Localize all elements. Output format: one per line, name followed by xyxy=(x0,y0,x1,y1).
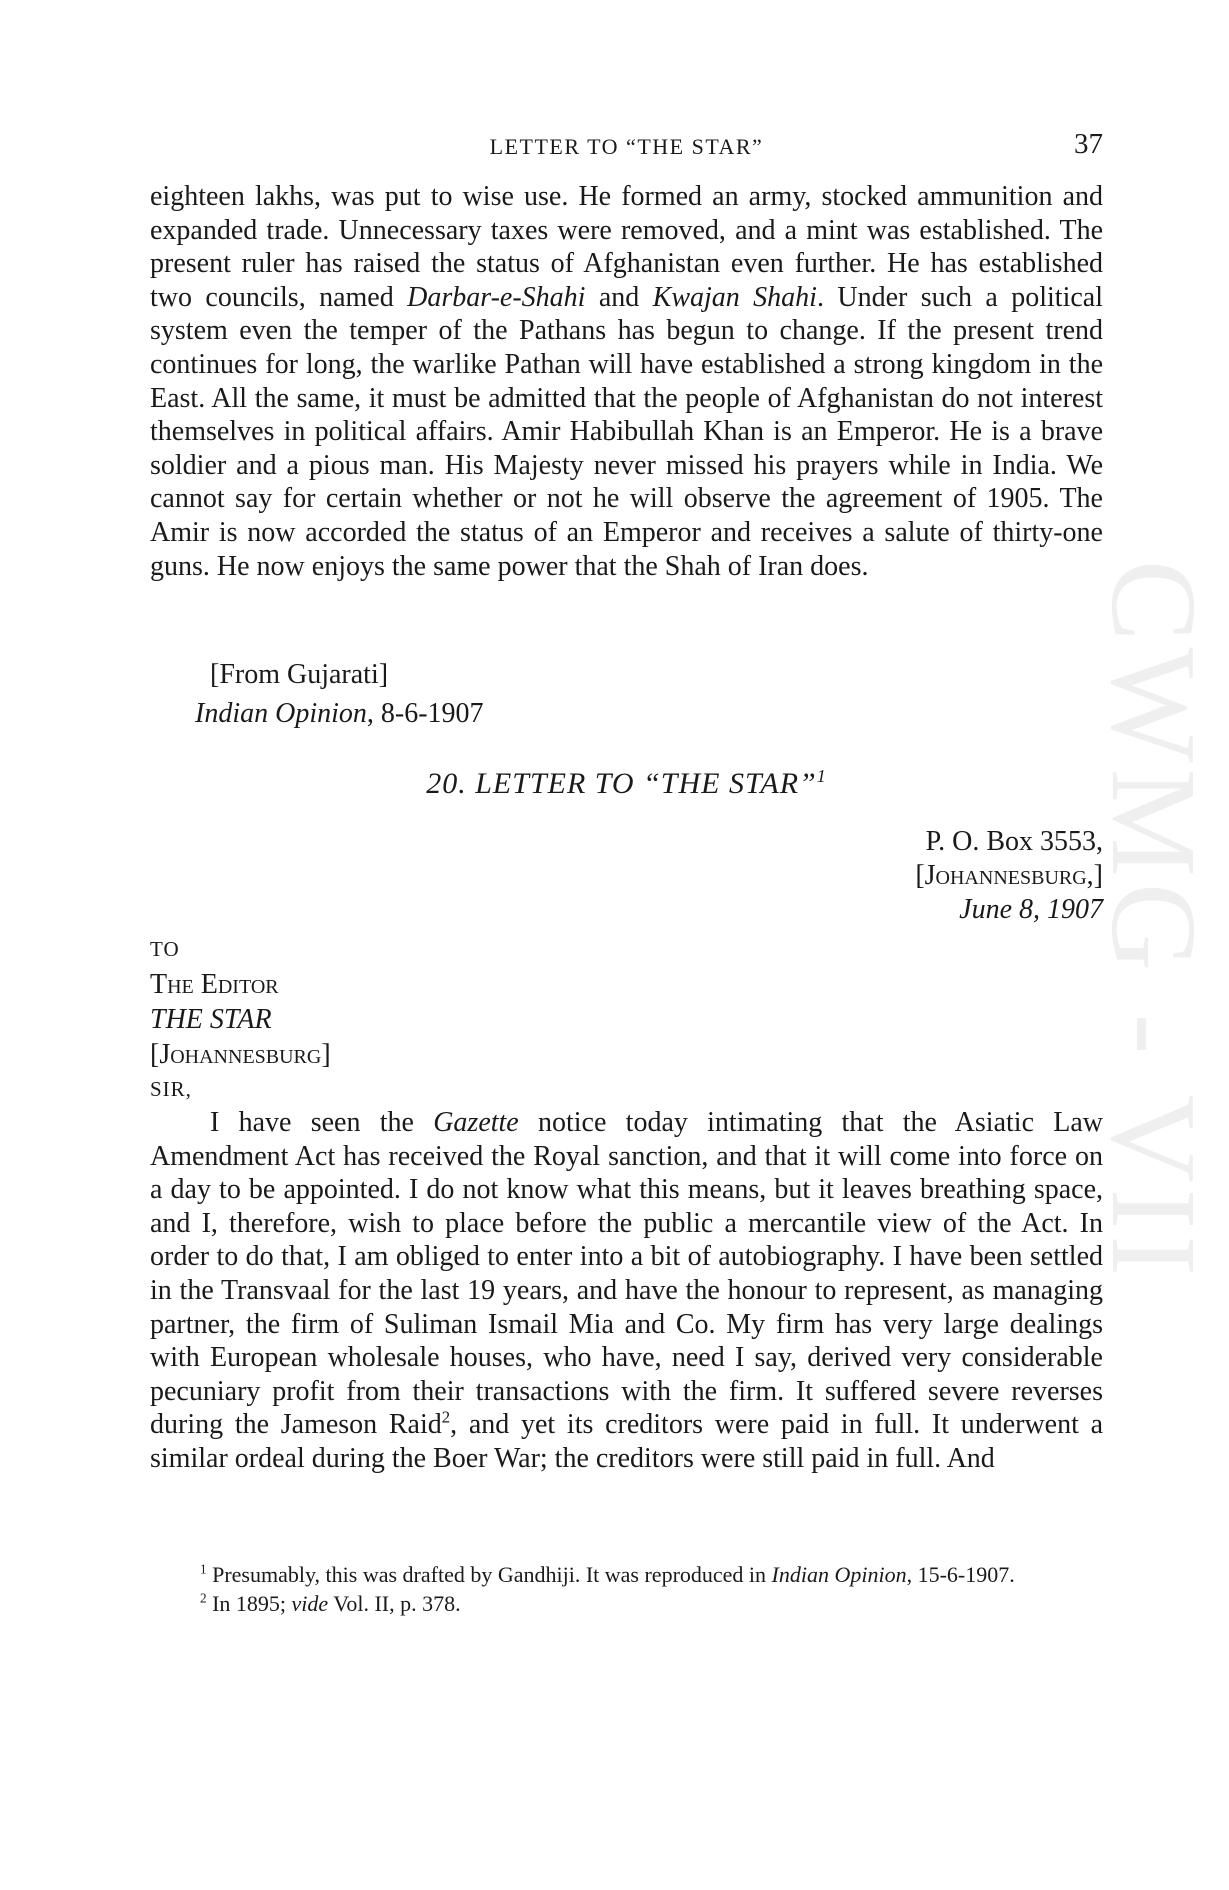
document-heading xyxy=(150,767,1103,801)
addressee-block xyxy=(150,932,331,1107)
address-city: [Johannesburg,] xyxy=(915,860,1103,891)
addressee-editor: The Editor xyxy=(150,969,279,1000)
footnote-text: , 15-6-1907. xyxy=(906,1562,1015,1587)
footnote-italic: vide xyxy=(291,1591,329,1616)
text-run: . Under such a political system even the temper of the Pathans has begun to change. If the present trend continues for long, the warlike Pathan will have established a strong kingdom in the East. All the same, it must be admitted that the people of Afghanistan do not interest themselves in political affairs. Amir Habibullah Khan is an Emperor. He is a brave soldier and a pious man. His Majesty never missed his prayers while in India. We cannot say for certain whether or not he will observe the agreement of 1905. The Amir is now accorded the status of an Emperor and receives a salute of thirty-one guns. He now enjoys the same power that the Shah of Iran does. xyxy=(150,281,1104,582)
letter-date: June 8, 1907 xyxy=(959,894,1103,925)
journal-name: Indian Opinion xyxy=(195,698,367,729)
italic-term: Darbar-e-Shahi xyxy=(407,281,586,313)
footnote-text: Presumably, this was drafted by Gandhiji. It was reproduced in xyxy=(206,1562,772,1587)
footnote-number: 2 xyxy=(200,1590,207,1606)
watermark-text: CWMG - VII xyxy=(1086,560,1221,1282)
addressee-to: TO xyxy=(150,937,180,961)
footnote-number: 1 xyxy=(200,1561,207,1577)
text-run: , and yet its creditors were paid in full. It underwent a similar ordeal during the Boer War; the creditors were still paid in full. And xyxy=(150,1409,1104,1474)
paragraph-text xyxy=(150,1106,1103,1476)
footnote-text: Vol. II, p. 378. xyxy=(328,1591,461,1616)
heading-text: 20. LETTER TO “THE STAR” xyxy=(426,767,817,800)
running-head-title: LETTER TO “THE STAR” xyxy=(489,134,764,159)
source-line: [From Gujarati] xyxy=(210,659,389,690)
paragraph-afghanistan xyxy=(150,180,1103,583)
addressee-city: [Johannesburg] xyxy=(150,1039,331,1070)
italic-term: Gazette xyxy=(433,1107,519,1138)
footnote-text: In 1895; xyxy=(206,1591,292,1616)
addressee-paper: THE STAR xyxy=(150,1004,272,1035)
citation-date: , 8-6-1907 xyxy=(366,698,484,729)
italic-term: Kwajan Shahi xyxy=(652,281,817,313)
footnote-mark: 1 xyxy=(816,766,827,786)
footnote-italic: Indian Opinion xyxy=(771,1562,907,1587)
address-line: P. O. Box 3553, xyxy=(925,826,1103,857)
paragraph-letter xyxy=(150,1106,1103,1476)
footnote-1 xyxy=(150,1560,1103,1589)
watermark xyxy=(1086,560,1221,1380)
text-run: eighteen lakhs, was put to wise use. He formed an army, stocked ammunition and expanded trade. Unnecessary taxes were removed, and a mint was established. The present ruler has raised the status of Afghanistan even further. He has established two councils, named xyxy=(150,181,1103,313)
salutation: SIR, xyxy=(150,1077,192,1101)
running-head xyxy=(150,128,1103,168)
paragraph-text xyxy=(150,180,1103,583)
footnote-mark: 2 xyxy=(441,1408,451,1428)
text-run: notice today intimating that the Asiatic Law Amendment Act has received the Royal sanction, and that it will come into force on a day to be appointed. I do not know what this means, but it leaves breathing space, and I, therefore, wish to place before the public a mercantile view of the Act. In order to do that, I am obliged to enter into a bit of autobiography. I have been settled in the Transvaal for the last 19 years, and have the honour to represent, as managing partner, the firm of Suliman Ismail Mia and Co. My firm has very large dealings with European wholesale houses, who have, need I say, derived very considerable pecuniary profit from their transactions with the firm. It suffered severe reverses during the Jameson Raid xyxy=(150,1107,1104,1441)
page-number: 37 xyxy=(1074,128,1103,160)
footnote-2 xyxy=(150,1589,1103,1618)
footnotes xyxy=(150,1560,1103,1618)
source-citation xyxy=(195,698,484,730)
sender-address xyxy=(915,825,1103,927)
text-run: and xyxy=(585,281,653,313)
text-run: I have seen the xyxy=(210,1107,434,1138)
